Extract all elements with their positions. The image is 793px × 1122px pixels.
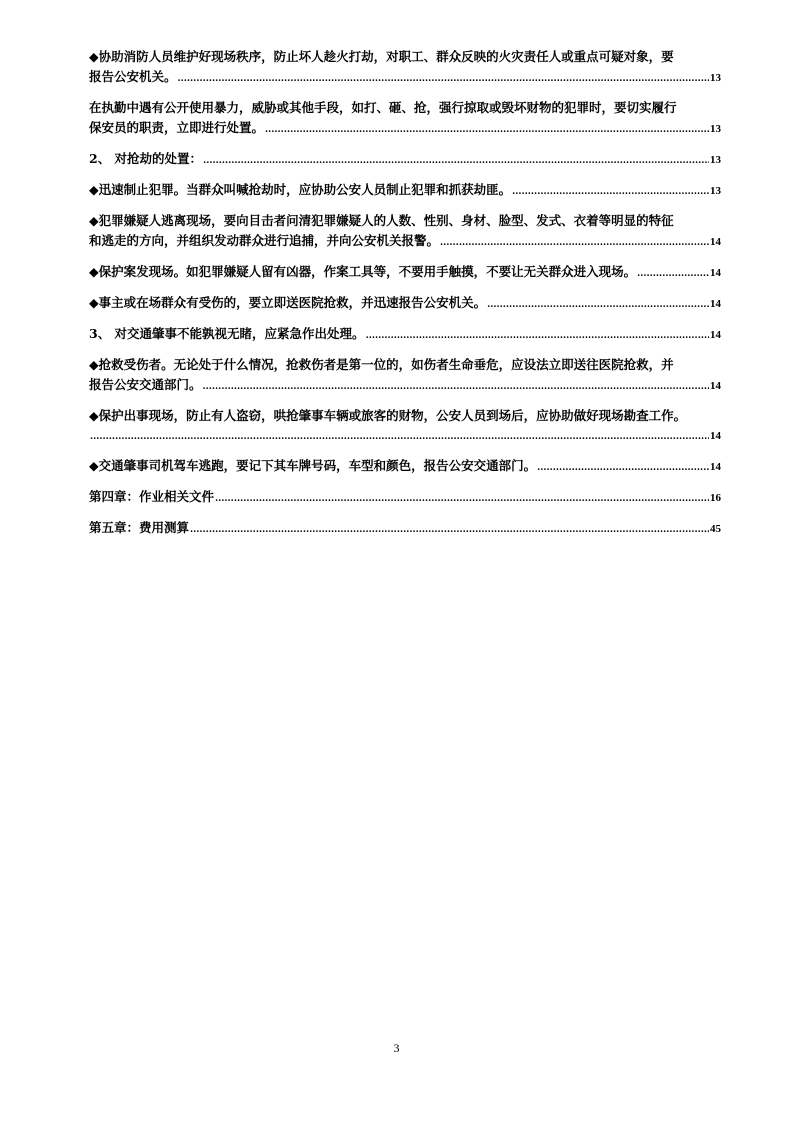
toc-entry[interactable]: [89, 98, 721, 140]
toc-entry-leader: [89, 426, 721, 447]
toc-entry-chapter-5[interactable]: [89, 518, 721, 540]
toc-entry-text-end: 保安员的职责，立即进行处置。: [89, 120, 265, 135]
toc-entry-text: 在执勤中遇有公开使用暴力，威胁或其他手段，如打、砸、抢，强行掠取或毁坏财物的犯罪时，要切实履行: [89, 100, 677, 115]
toc-entry[interactable]: [89, 406, 721, 447]
dot-leader: [178, 69, 709, 89]
toc-entry[interactable]: [89, 47, 721, 89]
toc-entry-leader: [89, 487, 721, 509]
toc-entry-leader: [89, 518, 721, 540]
page-number: 3: [393, 1041, 400, 1055]
toc-page-number: 14: [710, 430, 721, 442]
toc-entry[interactable]: [89, 456, 721, 478]
toc-page-number: 45: [710, 523, 721, 535]
toc-page-number: 13: [710, 185, 721, 197]
toc-entry[interactable]: [89, 180, 721, 202]
toc-entry-leader: [89, 324, 721, 346]
table-of-contents: [89, 47, 721, 549]
dot-leader: [440, 233, 709, 253]
toc-entry-text-end: 第五章：费用测算: [89, 520, 190, 535]
toc-entry[interactable]: [89, 211, 721, 253]
dot-leader: [265, 120, 709, 140]
dot-leader: [203, 151, 709, 171]
toc-entry-text-end: 报告公安机关。: [89, 69, 177, 84]
toc-entry-leader: [89, 149, 721, 171]
toc-entry-leader: [89, 231, 721, 253]
toc-page-number: 14: [710, 380, 721, 392]
toc-entry-leader: [89, 456, 721, 478]
toc-entry-text-end: ◆迅速制止犯罪。当群众叫喊抢劫时，应协助公安人员制止犯罪和抓获劫匪。: [89, 182, 512, 197]
toc-page-number: 16: [710, 492, 721, 504]
toc-entry-leader: [89, 118, 721, 140]
toc-entry-chapter-4[interactable]: [89, 487, 721, 509]
toc-entry[interactable]: [89, 324, 721, 346]
toc-entry-text: ◆犯罪嫌疑人逃离现场，要向目击者问清犯罪嫌疑人的人数、性别、身材、脸型、发式、衣着等明显的特征: [89, 213, 674, 228]
toc-page-number: 14: [710, 236, 721, 248]
toc-entry-text-end: 2、 对抢劫的处置：: [89, 151, 203, 166]
dot-leader: [537, 458, 709, 478]
dot-leader: [487, 295, 709, 315]
toc-entry[interactable]: [89, 262, 721, 284]
dot-leader: [637, 264, 709, 284]
toc-entry-text-end: ◆保护案发现场。如犯罪嫌疑人留有凶器，作案工具等，不要用手触摸，不要让无关群众进入现场。: [89, 264, 637, 279]
dot-leader: [90, 427, 709, 447]
toc-page-number: 13: [710, 123, 721, 135]
dot-leader: [366, 326, 709, 346]
toc-entry-text-end: ◆交通肇事司机驾车逃跑，要记下其车牌号码，车型和颜色，报告公安交通部门。: [89, 458, 537, 473]
dot-leader: [512, 182, 709, 202]
dot-leader: [215, 489, 709, 509]
toc-page-number: 13: [710, 72, 721, 84]
toc-entry[interactable]: [89, 355, 721, 397]
toc-entry-leader: [89, 262, 721, 284]
toc-entry[interactable]: [89, 149, 721, 171]
toc-entry-text: ◆保护出事现场，防止有人盗窃，哄抢肇事车辆或旅客的财物，公安人员到场后，应协助做好现场勘查工作。: [89, 408, 687, 423]
toc-entry-leader: [89, 180, 721, 202]
dot-leader: [190, 520, 709, 540]
toc-page-number: 14: [710, 461, 721, 473]
toc-entry-text-end: 第四章：作业相关文件: [89, 489, 215, 504]
toc-entry-leader: [89, 375, 721, 397]
toc-entry-leader: [89, 67, 721, 89]
toc-page-number: 13: [710, 154, 721, 166]
toc-entry-text-end: 3、 对交通肇事不能孰视无睹，应紧急作出处理。: [89, 326, 365, 341]
toc-entry[interactable]: [89, 293, 721, 315]
toc-entry-text-end: 报告公安交通部门。: [89, 377, 202, 392]
toc-entry-text-end: ◆事主或在场群众有受伤的，要立即送医院抢救，并迅速报告公安机关。: [89, 295, 487, 310]
dot-leader: [203, 377, 709, 397]
toc-entry-text: ◆协助消防人员维护好现场秩序，防止坏人趁火打劫，对职工、群众反映的火灾责任人或重点可疑对象，要: [89, 49, 674, 64]
toc-entry-text-end: 和逃走的方向，并组织发动群众进行追捕，并向公安机关报警。: [89, 233, 440, 248]
toc-entry-leader: [89, 293, 721, 315]
toc-page-number: 14: [710, 298, 721, 310]
toc-page-number: 14: [710, 329, 721, 341]
toc-entry-text: ◆抢救受伤者。无论处于什么情况，抢救伤者是第一位的，如伤者生命垂危，应设法立即送往医院抢救，并: [89, 357, 674, 372]
toc-page-number: 14: [710, 267, 721, 279]
